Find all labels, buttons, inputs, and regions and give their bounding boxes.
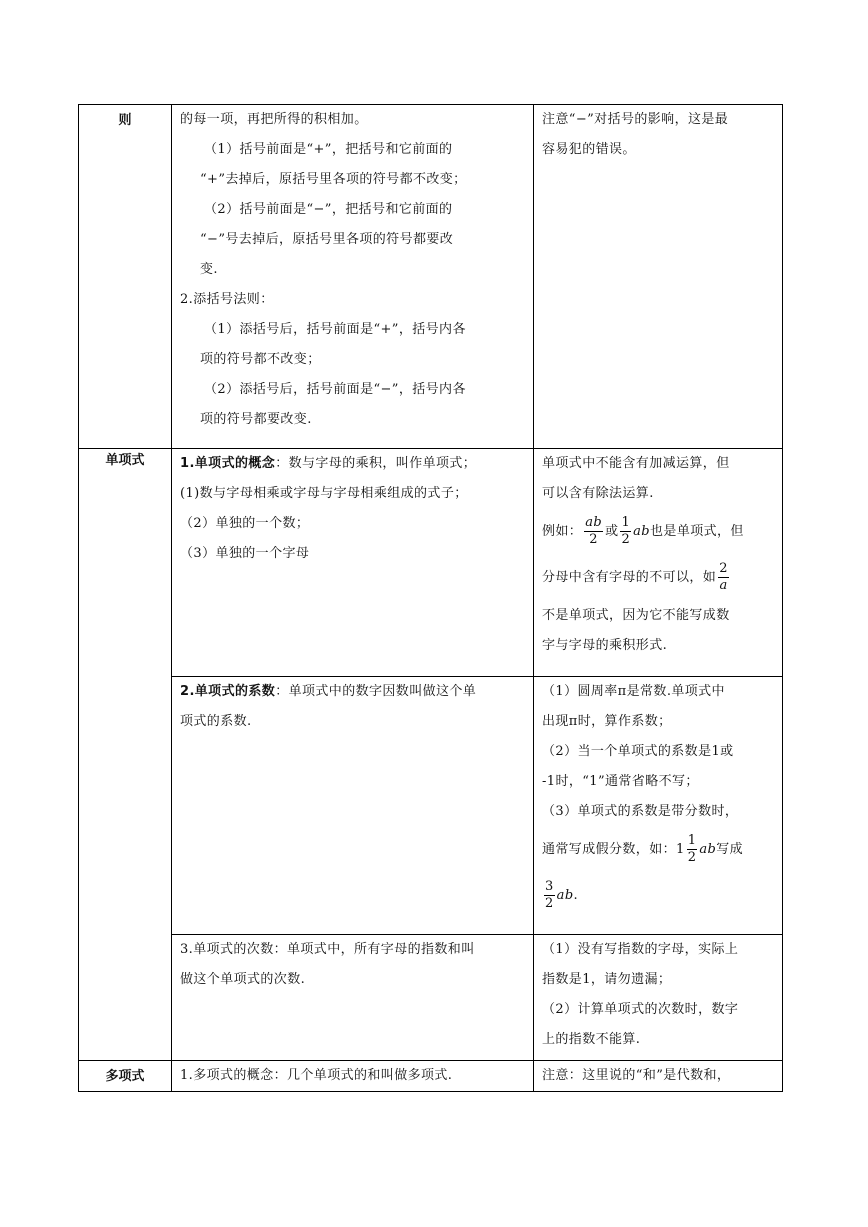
fraction: $\frac{3}{2}$ bbox=[545, 879, 554, 911]
note-line: 不是单项式，因为它不能写成数 bbox=[542, 608, 730, 623]
text-line: 变. bbox=[200, 262, 218, 277]
coefficient-title: 2.单项式的系数 bbox=[180, 684, 276, 699]
row-label-rule: 则 bbox=[79, 105, 172, 449]
polynomial-note-cell bbox=[534, 1061, 783, 1092]
polynomial-cell bbox=[172, 1061, 534, 1092]
monomial-concept-note-cell bbox=[534, 449, 783, 677]
text-line: （3）单独的一个字母 bbox=[180, 546, 310, 561]
text-line: “+”去掉后，原括号里各项的符号都不改变； bbox=[200, 172, 467, 187]
table-row bbox=[79, 449, 783, 677]
text-line: （1）添括号后，括号前面是“+”，括号内各 bbox=[204, 322, 466, 337]
concept-title: 1.单项式的概念 bbox=[180, 456, 276, 471]
monomial-degree-cell bbox=[172, 935, 534, 1061]
note-line: （1）没有写指数的字母，实际上 bbox=[542, 942, 739, 957]
text-line: (1)数与字母相乘或字母与字母相乘组成的式子； bbox=[180, 486, 468, 501]
fraction: $\frac{1}{2}$ bbox=[621, 515, 631, 547]
note-line: 上的指数不能算. bbox=[542, 1032, 641, 1047]
text-line: 1.多项式的概念：几个单项式的和叫做多项式. bbox=[180, 1068, 453, 1083]
fraction: $\frac{1}{2}$ bbox=[687, 833, 697, 865]
text-line: （2）单独的一个数； bbox=[180, 516, 310, 531]
bracket-rules-cell bbox=[172, 105, 534, 449]
text-line: （1）括号前面是“+”，把括号和它前面的 bbox=[204, 142, 453, 157]
note-line: 容易犯的错误。 bbox=[542, 142, 636, 157]
content-table bbox=[78, 104, 783, 1092]
bracket-note-cell bbox=[534, 105, 783, 449]
example-line: 通常写成假分数，如：1 $\frac{1}{2}$ ab写成 bbox=[542, 833, 744, 865]
concept-title-rest: ：数与字母的乘积，叫作单项式； bbox=[275, 456, 477, 471]
text-line: （2）添括号后，括号前面是“−”，括号内各 bbox=[204, 382, 466, 397]
note-line: （2）当一个单项式的系数是1或 bbox=[542, 744, 734, 759]
note-line: 出现π时，算作系数； bbox=[542, 714, 672, 729]
example-line: 分母中含有字母的不可以，如 $\frac{2}{a}$ bbox=[542, 561, 728, 593]
table-row bbox=[79, 105, 783, 449]
note-line: （3）单项式的系数是带分数时， bbox=[542, 804, 739, 819]
monomial-coefficient-note-cell bbox=[534, 677, 783, 935]
row-label-monomial: 单项式 bbox=[79, 449, 172, 1061]
note-line: 单项式中不能含有加减运算，但 bbox=[542, 456, 730, 471]
text-line: “−”号去掉后，原括号里各项的符号都要改 bbox=[200, 232, 454, 247]
note-line: （1）圆周率π是常数.单项式中 bbox=[542, 684, 725, 699]
note-line: 注意：这里说的“和”是代数和， bbox=[542, 1068, 731, 1083]
text-line: 的每一项，再把所得的积相加。 bbox=[180, 112, 368, 127]
monomial-degree-note-cell bbox=[534, 935, 783, 1061]
monomial-coefficient-cell bbox=[172, 677, 534, 935]
note-line: 注意“−”对括号的影响，这是最 bbox=[542, 112, 729, 127]
text-line: 项式的系数. bbox=[180, 714, 252, 729]
example-line: $\frac{3}{2}$ ab. bbox=[545, 879, 579, 911]
note-line: 字与字母的乘积形式. bbox=[542, 638, 668, 653]
text-line: 做这个单项式的次数. bbox=[180, 972, 306, 987]
table-row bbox=[79, 1061, 783, 1092]
coefficient-title-rest: ：单项式中的数字因数叫做这个单 bbox=[275, 684, 477, 699]
note-line: 指数是1，请勿遗漏； bbox=[542, 972, 672, 987]
fraction: $\frac{ab}{2}$ bbox=[585, 515, 603, 547]
note-line: 可以含有除法运算. bbox=[542, 486, 654, 501]
note-line: -1时，“1”通常省略不写； bbox=[542, 774, 699, 789]
text-line: 项的符号都要改变. bbox=[200, 412, 312, 427]
table-row bbox=[79, 935, 783, 1061]
text-line: 3.单项式的次数：单项式中，所有字母的指数和叫 bbox=[180, 942, 475, 957]
row-label-polynomial: 多项式 bbox=[79, 1061, 172, 1092]
example-line: 例如： $\frac{ab}{2}$ 或 $\frac{1}{2}$ ab也是单项式，但 bbox=[542, 515, 744, 547]
text-line: （2）括号前面是“−”，把括号和它前面的 bbox=[204, 202, 453, 217]
text-line: 项的符号都不改变； bbox=[200, 352, 321, 367]
text-line: 2.添括号法则： bbox=[180, 292, 274, 307]
fraction: $\frac{2}{a}$ bbox=[719, 561, 728, 593]
monomial-concept-cell bbox=[172, 449, 534, 677]
table-row bbox=[79, 677, 783, 935]
note-line: （2）计算单项式的次数时，数字 bbox=[542, 1002, 739, 1017]
